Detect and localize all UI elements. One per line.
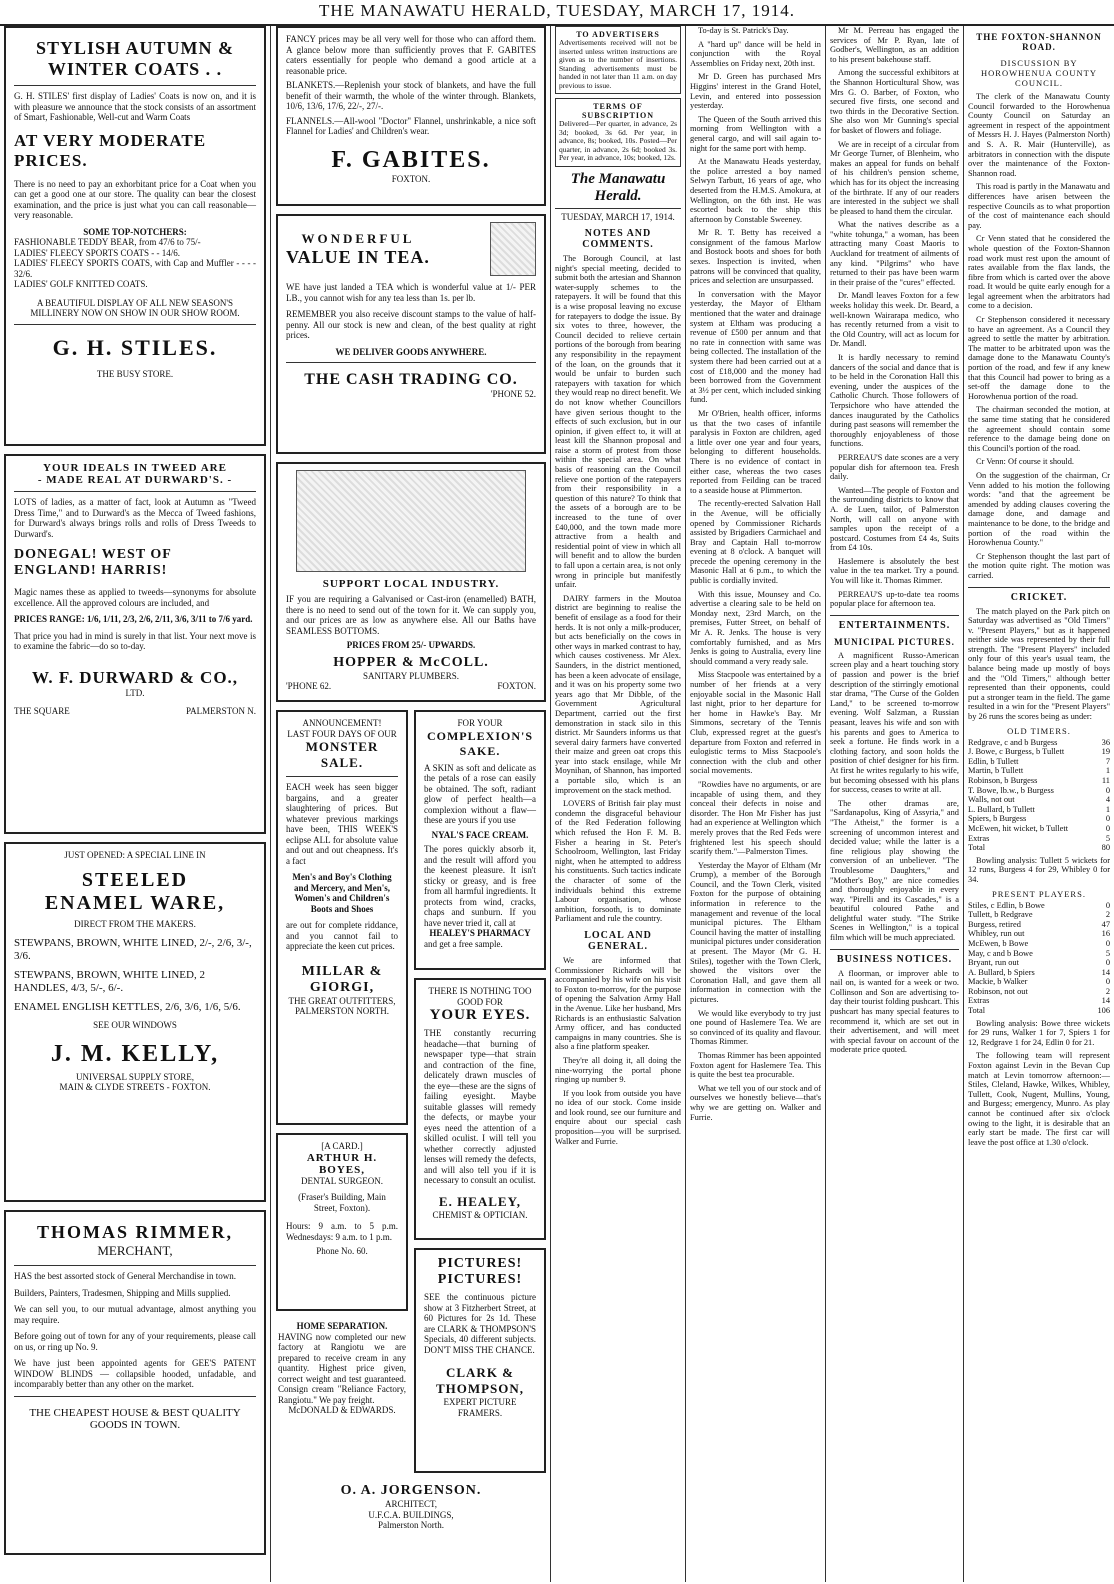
score-row — [968, 786, 1110, 796]
gabites-name: F. GABITES. — [331, 146, 491, 173]
hopper-footer — [286, 681, 536, 692]
hopper-advert — [276, 462, 546, 702]
bath-illustration — [296, 470, 526, 572]
divider — [286, 362, 536, 363]
jorgenson-addr: U.F.C.A. BUILDINGS, — [368, 1509, 454, 1520]
local-heading: LOCAL AND GENERAL. — [584, 929, 652, 952]
cash-phone: 'PHONE 52. — [490, 389, 536, 399]
masthead: THE MANAWATU HERALD, TUESDAY, MARCH 17, 1914. — [0, 0, 1114, 26]
batsman: T. Bowe, lb.w., b Burgess — [968, 785, 1054, 795]
gabites-body-3: FLANNELS.—All-wool "Doctor" Flannel, unshrinkable, a nice soft Flannel for Ladies' and Children's wear. — [286, 115, 536, 136]
score-row — [968, 977, 1110, 987]
announce-cats: Men's and Boy's Clothing and Mercery, and Men's, Women's and Children's Boots and Shoes — [292, 872, 392, 914]
complexion-product: NYAL'S FACE CREAM. — [431, 829, 529, 840]
pictures-name: CLARK & THOMPSON, — [435, 1365, 525, 1396]
article-paragraph: Yesterday the Mayor of Eltham (Mr Crump), a member of the Borough Council, and the Town Clerk, visited Foxton for the purpose of obtaining information in reference to the management and revenue of the local municipal pictures. The Eltham Council having the matter of installing municipal pictures under consideration at present. The Mayor (Mr G. H. Stiles), together with the Town Clerk, showed the visitors over the Coronation Hall, and gave them all information in connection with the pictures. — [690, 860, 821, 1004]
kelly-name: J. M. KELLY, — [50, 1040, 220, 1067]
runs: 47 — [1101, 919, 1110, 929]
rimmer-advert — [4, 1210, 266, 1555]
announce-line-1: ANNOUNCEMENT! — [302, 718, 382, 728]
article-paragraph: At the Manawatu Heads yesterday, the police arrested a boy named Selwyn Tarbutt, 16 years of age, who deserted from the H.M.S. Amokura, at Wellington, on the 6th inst. He was escorted back to the ship this afternoon by Constable Sweeney. — [690, 157, 821, 224]
durward-addr-1: THE SQUARE — [14, 706, 70, 716]
stiles-name: G. H. STILES. — [52, 334, 218, 360]
article-paragraph: Mr R. T. Betty has received a consignment of the famous Marlow and Bostock boots and shoes for both sexes. Inspection is invited, when patrons will be convinced that quality, prices and selection are unsurpassed. — [690, 228, 821, 286]
pictures-advert — [414, 1248, 546, 1473]
article-paragraph: Haslemere is absolutely the best value in the tea market. Try a pound. You will like it. Thomas Rimmer. — [830, 556, 959, 586]
durward-advert — [4, 454, 266, 834]
batsman: Extras — [968, 833, 990, 843]
batsman: Martin, b Tullett — [968, 766, 1024, 776]
jorgenson-trade: ARCHITECT, — [384, 1499, 438, 1509]
score-row — [968, 910, 1110, 920]
rimmer-role: MERCHANT, — [97, 1243, 173, 1258]
runs: 0 — [1105, 823, 1110, 833]
article-paragraph: This road is partly in the Manawatu and differences have arisen between the respective Councils as to what proportion of the cost of maintenance each should pay. — [968, 182, 1110, 230]
durward-prices: PRICES RANGE: 1/6, 1/11, 2/3, 2/6, 2/11, 3/6, 3/11 to 7/6 yard. — [14, 614, 253, 624]
stiles-headline: AT VERY MODERATE PRICES. — [14, 130, 207, 170]
score-row — [968, 1006, 1110, 1016]
rimmer-name: THOMAS RIMMER, — [37, 1222, 233, 1242]
article-paragraph: If you look from outside you have no idea of our stock. Come inside and look round, see our furniture and enquire about our special cash proposition—you will be surprised. Walker and Furrie. — [555, 1088, 681, 1146]
advertisers-title: TO ADVERTISERS — [576, 30, 660, 39]
runs: 19 — [1101, 747, 1110, 757]
article-paragraph: LOVERS of British fair play must condemn the disgraceful behaviour of the Red Federation following which refused the Hon F. M. B. Fisher a hearing in St. Peter's Schoolroom, Wellington, last Friday night, when he attempted to address his constituents. Such tactics indicate the character of some of the individuals behind this extreme Labour organisation, whose ambition, forsooth, is to dominate Parliament and rule the country. — [555, 799, 681, 924]
subscription-notice — [555, 98, 681, 167]
column-6 — [968, 26, 1110, 1580]
gabites-body-1: FANCY prices may be all very well for those who can afford them. A glance below more than sufficiently proves that F. GABITES caters essentially for people who demand a good article at a reasonable price. — [286, 34, 536, 76]
kelly-windows: SEE OUR WINDOWS — [93, 1020, 177, 1030]
batsman: L. Bullard, b Tullett — [968, 804, 1035, 814]
separation-body: HAVING now completed our new factory at Rangiotu we are prepared to receive cream in any quantity. Highest price given, correct weight and test guaranteed. Consign cream "Reliance Factory, Rangiotu." We pay freight. — [278, 1331, 406, 1405]
gabites-body-2: BLANKETS.—Replenish your stock of blankets, and have the full benefit of their warmth, the whole of the winter through. Blankets, 10/6, 13/6, 17/6, 22/-, 27/-. — [286, 80, 536, 111]
runs: 0 — [1105, 977, 1110, 987]
runs: 0 — [1105, 938, 1110, 948]
stiles-item: LADIES' GOLF KNITTED COATS. — [14, 279, 148, 289]
divider — [14, 1396, 256, 1397]
runs: 7 — [1105, 756, 1110, 766]
article-paragraph: The chairman seconded the motion, at the same time stating that he considered the agreement should contain some reference to the damage being done on this Council's portion of the road. — [968, 405, 1110, 453]
hopper-prices: PRICES FROM 25/- UPWARDS. — [346, 640, 476, 650]
cash-body-2: REMEMBER you also receive discount stamps to the value of half-penny. All our stock is new and clean, of the best quality at right prices. — [286, 309, 536, 340]
millar-trade: THE GREAT OUTFITTERS, — [288, 995, 396, 1006]
column-1 — [4, 26, 266, 1563]
eyes-trade: CHEMIST & OPTICIAN. — [432, 1209, 528, 1220]
kelly-intro: JUST OPENED: A SPECIAL LINE IN — [64, 850, 206, 860]
batsman: Robinson, b Burgess — [968, 776, 1038, 785]
boyes-trade: DENTAL SURGEON. — [301, 1175, 383, 1186]
score-row — [968, 834, 1110, 844]
stiles-title-1: STYLISH AUTUMN & — [35, 38, 235, 58]
runs: 2 — [1105, 986, 1110, 996]
batsman: Bryant, run out — [968, 958, 1019, 968]
divider — [286, 776, 398, 777]
stiles-display: A BEAUTIFUL DISPLAY OF ALL NEW SEASON'S MILLINERY NOW ON SHOW IN OUR SHOW ROOM. — [30, 297, 240, 318]
article-paragraph: The Borough Council, at last night's special meeting, decided to submit both the artesian and Shannon water-supply schemes to the ratepayers. It will be found that this is a wise proposal leaving no excuse for ratepayers to dodge the issue. By six votes to three, however, the Council decided to relieve certain portions of the borough from bearing any responsibility in the repayment of the loan, on the grounds that it would be unfair to burden such ratepayers with taxation for which they would reap no direct benefit. We do not know whether Councillors have given serious thought to the effects of such exclusion, but in our opinion, if given effect to, it will at least kill the Shannon proposal and raise a storm of protest from those within the special area. On what basis of reasoning can the Council relieve one portion of the ratepayers from their responsibility in a question of this nature? To think that the assets of a borough are to be increased to the tune of over £40,000, and the town made more attractive from a health and residential point of view in which all will benefit and to allow the burden to fall upon a certain area, is not only wrong in principle but manifestly unfair. — [555, 254, 681, 590]
column-3 — [555, 26, 681, 1580]
jorgenson-advert — [276, 1481, 546, 1533]
kelly-title-2: ENAMEL WARE, — [44, 891, 226, 914]
article-paragraph: Bowling analysis: Bowe three wickets for 29 runs, Walker 1 for 7, Spiers 1 for 12, Redgrave 1 for 24, Edlin 0 for 21. — [968, 1018, 1110, 1047]
score-row — [968, 949, 1110, 959]
separation-notice — [276, 1319, 408, 1418]
article-paragraph: Wanted—The people of Foxton and the surrounding districts to know that A. de Luen, tailor, of Palmerston North, will call on anyone with samples upon the receipt of a postcard. Costumes from £4 4s, Suits from £4 10s. — [830, 485, 959, 553]
batsman: Walls, not out — [968, 795, 1015, 805]
complexion-body: A SKIN as soft and delicate as the petals of a rose can easily be obtained. The soft, radiant glow of perfect health—a complexion without a flaw—these are yours if you use — [424, 762, 536, 825]
batsman: Spiers, b Burgess — [968, 814, 1027, 824]
column-2 — [276, 26, 546, 1533]
complexion-shop: HEALEY'S PHARMACY — [429, 928, 531, 938]
boyes-card: [A CARD.] — [321, 1141, 363, 1151]
tea-drinker-illustration — [490, 222, 536, 276]
complexion-title-1: FOR YOUR — [457, 718, 503, 728]
road-heading: THE FOXTON-SHANNON ROAD. — [976, 32, 1102, 52]
article-paragraph: The Queen of the South arrived this morning from Wellington with a general cargo, and will sail again to-night for the same port with hemp. — [690, 114, 821, 153]
score-row — [968, 929, 1110, 939]
eyes-name: E. HEALEY, — [438, 1193, 522, 1209]
durward-body-3: That price you had in mind is surely in that list. Your next move is to examine the fabric—do so to-day. — [14, 630, 256, 651]
millar-town: PALMERSTON NORTH. — [295, 1006, 389, 1016]
runs: 80 — [1101, 843, 1110, 853]
article-paragraph: Miss Stacpoole was entertained by a number of her friends at a very enjoyable social in the Masonic Hall last night, prior to her departure for her home in Hawke's Bay. Mr Simmons, secretary of the Tennis Club, expressed regret at the guest's departure from Foxton and referred in eulogistic terms to Miss Stacpoole's connection with the club and other social movements. — [690, 670, 821, 776]
stiles-title-2: WINTER COATS . . — [47, 59, 223, 79]
gabites-town: FOXTON. — [391, 173, 431, 184]
cash-deliver: WE DELIVER GOODS ANYWHERE. — [335, 346, 487, 357]
article-paragraph: A floorman, or improver able to nail on, is wanted for a week or two. Collinson and Son are advertising to-day their tourist folding pushcart. This pushcart has many special features to recommend it, which are set out in their advertisement, and will meet with special favour on account of the moderate price quoted. — [830, 968, 959, 1055]
separation-title: HOME SEPARATION. — [296, 1321, 388, 1331]
stiles-body: There is no need to pay an exhorbitant price for a Coat when you can get a good one at our store. The quality can bear the closest examination, and the price is just what you can call reasonable—very reasonable. — [14, 178, 256, 220]
jorgenson-town: Palmerston North. — [378, 1520, 444, 1530]
durward-title-2: - MADE REAL AT DURWARD'S. - — [37, 474, 233, 486]
rimmer-body-4: Before going out of town for any of your requirements, please call on us, or ring up No. 9. — [14, 1331, 256, 1352]
column-5 — [830, 26, 959, 1580]
article-paragraph: We are in receipt of a circular from Mr George Turner, of Blenheim, who makes an appeal for funds on behalf of his children's pension scheme, which has for its object the increasing of the birthrate. If any of our readers are interested in the subject we shall be pleased to hand them the circular. — [830, 139, 959, 216]
entertainments-heading: ENTERTAINMENTS. — [830, 615, 959, 631]
runs: 4 — [1105, 795, 1110, 805]
hopper-name: HOPPER & McCOLL. — [333, 654, 489, 670]
article-paragraph: Mr M. Perreau has engaged the services of Mr P. Ryan, late of Godber's, Wellington, as an addition to his present bakehouse staff. — [830, 26, 959, 64]
article-paragraph: To-day is St. Patrick's Day. — [698, 26, 789, 35]
batsman: Redgrave, c and b Burgess — [968, 737, 1058, 747]
cash-title-2: VALUE IN TEA. — [286, 246, 430, 267]
article-paragraph: The other dramas are, "Sardanapolus, King of Assyria," and "The Atheist," the former is a screening of uncommon interest and decided value; while the latter is a fine religious play showing the conversion of an unbeliever. "The Troublesome Daughters," and "Mother's Boy," are nice comedies and thoroughly enjoyable in every way. "Pirelli and its Cascades," is a beautiful coloured Pathe and delightful water study. "The Strike Scenes in Wellington," is a topical film which will be much appreciated. — [830, 798, 959, 943]
runs: 2 — [1105, 910, 1110, 920]
divider — [14, 324, 256, 325]
cash-title-1: WONDERFUL — [301, 230, 415, 246]
batsman: McEwen, hit wicket, b Tullett — [968, 823, 1069, 833]
rimmer-body-2: Builders, Painters, Tradesmen, Shipping and Mills supplied. — [14, 1287, 231, 1298]
score-row — [968, 987, 1110, 997]
batsman: Total — [968, 1006, 986, 1016]
runs: 0 — [1105, 900, 1110, 910]
stiles-item: LADIES' FLEECY SPORTS COATS, with Cap and Muffler - - - - 32/6. — [14, 258, 256, 279]
article-paragraph: They're all doing it, all doing the nine-worrying the portal phone ringing up number 9. — [555, 1055, 681, 1085]
advertisers-notice — [555, 26, 681, 94]
kelly-title-1: STEELED — [81, 868, 189, 891]
batsman: Total — [968, 843, 986, 853]
boyes-phone: Phone No. 60. — [316, 1246, 368, 1256]
paper-title: The Manawatu Herald. — [555, 171, 681, 209]
batsman: Stiles, c Edlin, b Bowe — [968, 900, 1045, 910]
pictures-body: SEE the continuous picture show at 3 Fitzherbert Street, at 60 Pictures for 2s 1d. These are CLARK & THOMPSON'S Specials, 40 different subjects. DON'T MISS THE CHANCE. — [424, 1292, 536, 1355]
article-paragraph: On the suggestion of the chairman, Cr Venn added to his motion the following words: "and that the agreement be amended by adding clauses covering the damage done, and damage and maintenance to be done, to the bridge and portion of the road within the Horowhenua County." — [968, 470, 1110, 548]
millar-giorgi-advert — [276, 710, 408, 1125]
durward-title-1: YOUR IDEALS IN TWEED ARE — [43, 462, 227, 474]
score-row — [968, 757, 1110, 767]
runs: 0 — [1105, 814, 1110, 824]
complexion-title-2: COMPLEXION'S — [426, 728, 533, 743]
article-paragraph: It is hardly necessary to remind dancers of the social and dance that is to be held in the Coronation Hall this evening, under the auspices of the Catholic Church. Those followers of Terpsichore who have attended the dances inaugurated by the Catholics during past seasons will remember the thoroughly enjoyableness of those functions. — [830, 353, 959, 449]
article-paragraph: PERREAU'S up-to-date tea rooms popular place for afternoon tea. — [830, 589, 959, 609]
score-row — [968, 776, 1110, 786]
announce-body: EACH week has seen bigger bargains, and a greater slaughtering of prices. But whatever previous markings have been, THIS WEEK'S eclipse ALL for absolute value and out and out cheapness. It's a fact — [286, 782, 398, 866]
durward-body-1: LOTS of ladies, as a matter of fact, look at Autumn as "Tweed Dress Time," and to Durward's as the Mecca of Tweed fashions, for Durward's always brings rolls and rolls of Dress Tweeds to Durward's. — [14, 497, 256, 539]
article-paragraph: In conversation with the Mayor yesterday, the Mayor of Eltham mentioned that the water and drainage system at Eltham was producing a revenue of £500 per annum and that no rate in connection with same was being collected. The installation of the system there had been carried out at a cost of £18,000 and the money had been borrowed from the Government at 3½ per cent, which included sinking fund. — [690, 289, 821, 405]
article-paragraph: Mr D. Green has purchased Mrs Higgins' interest in the Grand Hotel, Levin, and entered into possession yesterday. — [690, 72, 821, 111]
article-paragraph: DAIRY farmers in the Moutoa district are beginning to realise the benefit of ensilage as a food for their herds. It is not only a milk-producer, but acts beneficially on the cows in other ways in marked contrast to hay, which causes costiveness. Mr Alex. Saunders, in the district mentioned, has been a keen advocate of ensilage, and it was on his property some two years ago that Mr Dibble, of the Government Agricultural Department, carried out the first demonstration in stack silo in this district. Mr Saunders informs us that several dairy farmers have converted their maize and green oat crops this year into stack ensilage, while Mr Moynihan, of Shannon, has imported a portable silo, which is an improvement on the stack method. — [555, 593, 681, 795]
article-paragraph: What the natives describe as a "white tohunga," a woman, has been attracting many Coast Maoris to Auckland for treatment of ailments of any kind. "Pilgrims" who have returned to their pas have been warm in their praise of the "cures" effected. — [830, 220, 959, 287]
batsman: Whibley, run out — [968, 929, 1025, 939]
article-paragraph: Among the successful exhibitors at the Shannon Horticultural Show, was Mrs G. O. Barber, of Foxton, who secured five firsts, one second and two thirds in the Decorative Section. She also won Mr Gunning's special for basket of flowers and foliage. — [830, 68, 959, 135]
column-rule — [270, 26, 271, 1582]
stiles-item: FASHIONABLE TEDDY BEAR, from 47/6 to 75/- — [14, 237, 201, 247]
batsman: J. Bowe, c Burgess, b Tullett — [968, 747, 1065, 757]
runs: 36 — [1101, 737, 1110, 747]
eyes-body: THE constantly recurring headache—that burning of newspaper type—that strain and contraction of the fine, delicately drawn muscles of the eye—these are the signs of failing eyesight. Maybe suitable glasses will remedy the defects, or maybe your eyes need the attention of a skilled oculist. I will tell you whether correctly adjusted lenses will remedy the defects, and will also tell you if it is necessary to consult an oculist. — [424, 1028, 536, 1185]
durward-address — [14, 706, 256, 717]
column-rule — [550, 26, 551, 1582]
score-row — [968, 766, 1110, 776]
score-row — [968, 805, 1110, 815]
batsman: Extras — [968, 996, 990, 1006]
batsman: Robinson, not out — [968, 986, 1028, 996]
eyes-advert — [414, 978, 546, 1240]
column-2-lower — [276, 710, 546, 1481]
runs: 0 — [1105, 785, 1110, 795]
rimmer-body-3: We can sell you, to our mutual advantage, almost anything you may require. — [14, 1304, 256, 1325]
cricket-heading: CRICKET. — [968, 587, 1110, 603]
score-row — [968, 824, 1110, 834]
batsman: Burgess, retired — [968, 919, 1021, 929]
gabites-advert — [276, 26, 546, 206]
stiles-intro: G. H. STILES' first display of Ladies' Coats is now on, and it is with pleasure we announce that the stock consists of an assortment of Smart, Fashionable, Well-cut and Warm Coats — [14, 91, 256, 122]
column-rule — [825, 26, 826, 1582]
durward-headline: DONEGAL! WEST OF ENGLAND! HARRIS! — [14, 547, 172, 578]
article-paragraph: Cr Venn: Of course it should. — [976, 457, 1075, 467]
article-paragraph: Bowling analysis: Tullett 5 wickets for 12 runs, Burgess 4 for 29, Whibley 0 for 34. — [968, 855, 1110, 884]
batsman: A. Bullard, b Spiers — [968, 967, 1035, 977]
score-row — [968, 996, 1110, 1006]
present-players-heading: PRESENT PLAYERS. — [992, 888, 1086, 899]
article-paragraph: The following team will represent Foxton against Levin in the Bevan Cup match at Levin tomorrow afternoon:—Stiles, Cleland, Hawke, Wilkes, Whibley, Tullett, Cook, Nugent, Mullins, Young, and Burgess; emergency, Munro. As play cannot be continued after six o'clock owing to the light, it is desirable that an early start be made. The first car will leave the post office at 1.30 o'clock. — [968, 1051, 1110, 1147]
cash-trading-advert — [276, 214, 546, 454]
runs: 1 — [1105, 766, 1110, 776]
cash-body-1: WE have just landed a TEA which is wonderful value at 1/- PER LB., you cannot wish for any tea less than 1s. per lb. — [286, 282, 536, 303]
rimmer-body-1: HAS the best assorted stock of General Merchandise in town. — [14, 1271, 236, 1281]
divider — [14, 85, 256, 86]
article-paragraph: Cr Stephenson thought the last part of the motion quite right. The motion was carried. — [968, 551, 1110, 580]
stiles-advert — [4, 26, 266, 446]
complexion-sample: and get a free sample. — [424, 938, 503, 949]
divider — [14, 491, 256, 492]
score-row — [968, 814, 1110, 824]
notes-heading: NOTES AND COMMENTS. — [582, 228, 654, 250]
boyes-hours: Hours: 9 a.m. to 5 p.m. Wednesdays: 9 a.m. to 1 p.m. — [286, 1221, 398, 1242]
batsman: Mackie, b Walker — [968, 977, 1028, 987]
kelly-address: MAIN & CLYDE STREETS - FOXTON. — [59, 1082, 211, 1092]
announce-line-2: LAST FOUR DAYS OF OUR — [287, 728, 397, 739]
divider — [14, 1265, 256, 1266]
kelly-advert — [4, 842, 266, 1202]
complexion-body-2: The pores quickly absorb it, and the result will afford you the keenest pleasure. It isn't sticky or greasy, and is free from all harmful ingredients. It protects from wind, cracks, chaps and sunburn. If you have never tried it, call at — [424, 844, 536, 928]
complexion-advert — [414, 710, 546, 970]
boyes-advert — [276, 1133, 408, 1311]
boyes-name: ARTHUR H. BOYES, — [306, 1151, 378, 1176]
rimmer-body-5: We have just been appointed agents for GEE'S PATENT WINDOW BLINDS — collapsible hooded, unfadable, and incomparably better than any other on the market. — [14, 1358, 256, 1389]
stiles-item: LADIES' FLEECY SPORTS COATS - - 14/6. — [14, 247, 181, 258]
article-paragraph: Cr Stephenson considered it necessary to have an agreement. As a Council they agreed to settle the matter by arbitration. The matter to be arbitrated upon was the damage done to the Manawatu County's portion of the road, and few if any knew that this Council had power to bring as a set-off the damage done to the Horowhenua portion of the road. — [968, 315, 1110, 401]
stiles-top-notchers: SOME TOP-NOTCHERS: — [83, 226, 187, 237]
durward-body-2: Magic names these as applied to tweeds—synonyms for absolute excellence. All the approved colours are included, and — [14, 587, 256, 608]
kelly-item: STEWPANS, BROWN, WHITE LINED, 2 HANDLES, 4/3, 5/-, 6/-. — [14, 969, 205, 994]
article-paragraph: Thomas Rimmer has been appointed Foxton agent for Haslemere Tea. This is quite the best tea procurable. — [690, 1050, 821, 1080]
kelly-item: ENAMEL ENGLISH KETTLES, 2/6, 3/6, 1/6, 5/6. — [14, 1001, 241, 1013]
road-subheading: DISCUSSION BY HOROWHENUA COUNTY COUNCIL. — [981, 58, 1097, 88]
durward-addr-2: PALMERSTON N. — [185, 706, 256, 716]
article-paragraph: The recently-erected Salvation Hall in the Avenue, will be officially opened by Commissioner Richards assisted by Brigadiers Carmichael and Bray and Captain Hall to-morrow evening at 8 o'clock. A banquet will precede the opening ceremony in the Masonic Hall at 6 p.m., to which the public is cordially invited. — [690, 499, 821, 586]
announce-line-3: MONSTER SALE. — [305, 739, 379, 770]
old-timers-heading: OLD TIMERS. — [1007, 725, 1071, 736]
article-paragraph: We would like everybody to try just one pound of Haslemere Tea. We are so convinced of its quality and flavour. Thomas Rimmer. — [690, 1008, 821, 1047]
runs: 5 — [1105, 833, 1110, 843]
runs: 14 — [1101, 967, 1110, 977]
runs: 1 — [1105, 804, 1110, 814]
score-row — [968, 901, 1110, 911]
present-players-scores — [968, 901, 1110, 1016]
score-row — [968, 958, 1110, 968]
kelly-direct: DIRECT FROM THE MAKERS. — [74, 918, 196, 929]
article-paragraph: Dr. Mandl leaves Foxton for a few weeks holiday this week. Dr. Beard, a well-known Wairarapa medico, who has recently returned from a visit to the Old Country, will act as locum for Dr. Mandl. — [830, 291, 959, 349]
business-heading: BUSINESS NOTICES. — [830, 949, 959, 965]
kelly-store: UNIVERSAL SUPPLY STORE, — [75, 1071, 195, 1082]
hopper-body: IF you are requiring a Galvanised or Cast-iron (enamelled) BATH, there is no need to send out of the town for it. We can supply you, and our prices are as low as anywhere else. All our Baths have SEAMLESS BOTTOMS. — [286, 594, 536, 636]
batsman: McEwen, b Bowe — [968, 938, 1029, 948]
subs-body: Delivered—Per quarter, in advance, 2s 3d; booked, 3s 6d. Per year, in advance, 8s; booked, 10s. Posted—Per quarter, in advance, 2s 6d; booked 3s. Per year, in advance, 10s; booked, 12s. — [559, 119, 677, 162]
column-2-left — [276, 710, 408, 1481]
announce-body-2: are out for complete riddance, and you cannot fail to appreciate the keen cut prices. — [286, 920, 398, 951]
jorgenson-name: O. A. JORGENSON. — [340, 1483, 482, 1498]
column-rule — [685, 26, 686, 1582]
article-paragraph: We are informed that Commissioner Richards will be accompanied by his wife on his visit to Foxton to-morrow, for the purpose of opening the Salvation Army Hall in the Avenue. Like her husband, Mrs Richards is an enthusiastic Salvation Army officer, and has conducted campaigns in many countries. She is also a fine platform speaker. — [555, 955, 681, 1052]
article-paragraph: PERREAU'S date scones are a very popular dish for afternoon tea. Fresh daily. — [830, 452, 959, 482]
runs: 0 — [1105, 958, 1110, 968]
separation-name: McDONALD & EDWARDS. — [288, 1405, 396, 1415]
runs: 16 — [1101, 929, 1110, 939]
old-timers-scores — [968, 738, 1110, 853]
article-paragraph: Cr Venn stated that he considered the whole question of the Foxton-Shannon road work must rest upon the amount of rates available from the flax lands, the fibre from which is carted over the above road. It would be quite early enough for a legal agreement when the arbitrators had come to a decision. — [968, 234, 1110, 311]
advertisers-body: Advertisements received will not be inserted unless written instructions are given as to the number of insertions. Standing advertisements must be handed in not later than 11 a.m. on day previous to issue. — [559, 38, 677, 90]
boyes-addr: (Fraser's Building, Main Street, Foxton). — [298, 1192, 386, 1213]
hopper-phone: 'PHONE 62. — [286, 681, 332, 691]
runs: 5 — [1105, 948, 1110, 958]
article-paragraph: The clerk of the Manawatu County Council forwarded to the Horowhenua County Council on Saturday an agreement in respect of the appointment of Messrs H. J. Hayes (Palmerston North) and S. A. R. Mair (Hunterville), as arbitrators in connection with the dispute over the maintenance of the Foxton-Shannon road. — [968, 92, 1110, 178]
durward-ltd: LTD. — [125, 687, 145, 698]
column-rule — [963, 26, 964, 1582]
runs: 106 — [1097, 1006, 1110, 1016]
runs: 11 — [1101, 776, 1110, 785]
cash-name: THE CASH TRADING CO. — [304, 371, 518, 388]
score-row — [968, 843, 1110, 853]
paper-date: TUESDAY, MARCH 17, 1914. — [561, 211, 675, 222]
article-paragraph: Mr O'Brien, health officer, informs us that the two cases of infantile paralysis in Foxton are children, aged a little over one year and four years, belonging to different households. There is no evidence of contact in either case, whereas the two cases reported from Feilding can be traced to a seaside house at Plimmerton. — [690, 408, 821, 495]
complexion-title-3: SAKE. — [459, 743, 501, 758]
batsman: May, c and b Bowe — [968, 948, 1033, 958]
eyes-title-2: YOUR EYES. — [429, 1007, 531, 1023]
eyes-title-1: THERE IS NOTHING TOO GOOD FOR — [428, 986, 532, 1007]
pictures-title: PICTURES! PICTURES! — [437, 1256, 523, 1287]
article-paragraph: A "hard up" dance will be held in conjunction with the Royal Assemblies on Friday next, 20th inst. — [690, 39, 821, 68]
hopper-trade: SANITARY PLUMBERS. — [363, 670, 459, 681]
score-row — [968, 747, 1110, 757]
subs-title: TERMS OF SUBSCRIPTION — [581, 102, 654, 120]
rimmer-foot: THE CHEAPEST HOUSE & BEST QUALITY GOODS IN TOWN. — [29, 1406, 241, 1431]
score-row — [968, 968, 1110, 978]
article-paragraph: The match played on the Park pitch on Saturday was advertised as "Old Timers" v. "Present Players," but as it happened neither side was represented by their full strength. The "Present Players" included only four of this year's usual team, the balance being made up mostly of boys and the "Old Timers," although better represented than their opponents, could put a stronger team in the field. The game resulted in a win for the "Present Players" by 26 runs the scores being as under: — [968, 606, 1110, 722]
stiles-tag: THE BUSY STORE. — [96, 368, 174, 379]
score-row — [968, 920, 1110, 930]
millar-name: MILLAR & GIORGI, — [301, 963, 383, 995]
batsman: Edlin, b Tullett — [968, 756, 1019, 766]
durward-name: W. F. DURWARD & CO., — [31, 667, 239, 687]
hopper-title: SUPPORT LOCAL INDUSTRY. — [322, 578, 500, 590]
score-row — [968, 795, 1110, 805]
kelly-item: STEWPANS, BROWN, WHITE LINED, 2/-, 2/6, 3/-, 3/6. — [14, 937, 252, 962]
batsman: Tullett, b Redgrave — [968, 910, 1033, 920]
column-2-right — [414, 710, 546, 1481]
article-paragraph: With this issue, Mounsey and Co. advertise a clearing sale to be held on Monday next, 23rd March, on the premises, Futter Street, on behalf of Mr A. R. Jenks. The house is very comfortably furnished, and as Mrs Jenks is going to Australia, every line should command a very ready sale. — [690, 589, 821, 666]
runs: 14 — [1101, 996, 1110, 1006]
score-row — [968, 939, 1110, 949]
article-paragraph: "Rowdies have no arguments, or are incapable of using them, and they conceal their defects in noise and disorder. The Hon Mr Fisher has just had an experience at Wellington which merely proves that the Red Feds were frightened lest his speech should scarify them."—Palmerston Times. — [690, 779, 821, 857]
pictures-trade: EXPERT PICTURE FRAMERS. — [443, 1397, 517, 1418]
municipal-heading: MUNICIPAL PICTURES. — [834, 636, 955, 647]
score-row — [968, 738, 1110, 748]
column-4 — [690, 26, 821, 1580]
article-paragraph: What we tell you of our stock and of ourselves we honestly believe—that's why we are getting on. Walker and Furrie. — [690, 1083, 821, 1122]
article-paragraph: A magnificent Russo-American screen play and a heart touching story of passion and power is the brief description of the stirringly emotional star drama, "The Curse of the Golden Land," to be screened to-morrow evening. Wolf Salzman, a Russian peasant, leaves his wife and son with his parents and goes to America to seek a fortune. He finds work in a clothing factory, and soon holds the position of chief designer for his firm. At first he writes regularly to his wife, but becoming obsessed with his plans for success, ceases to write at all. — [830, 650, 959, 795]
hopper-town: FOXTON. — [497, 681, 536, 691]
